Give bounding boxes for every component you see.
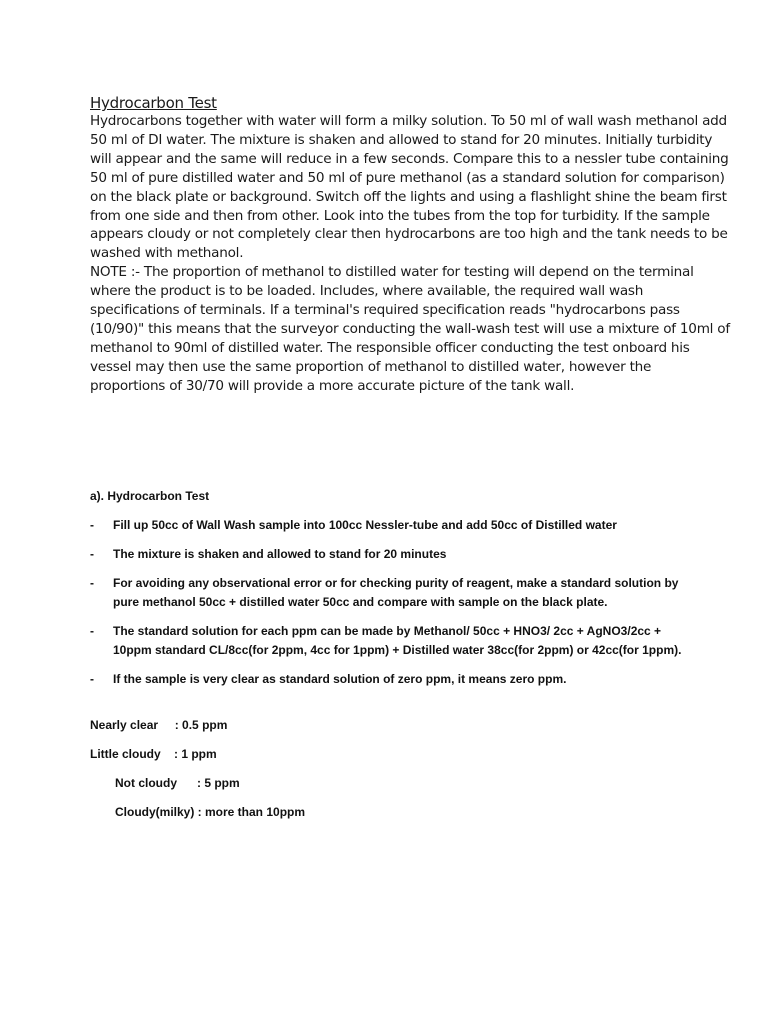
procedure-step (90, 670, 690, 689)
scale-item: Little cloudy : 1 ppm (90, 747, 217, 761)
procedure-step (90, 516, 690, 535)
procedure-step (90, 622, 690, 660)
procedure-step (90, 574, 690, 612)
dash-bullet: - (90, 518, 94, 532)
turbidity-scale (90, 716, 490, 836)
hydrocarbon-description (90, 94, 730, 396)
procedure-steps (90, 516, 690, 689)
dash-bullet: - (90, 672, 94, 686)
scale-item: Nearly clear : 0.5 ppm (90, 718, 228, 732)
dash-bullet: - (90, 576, 94, 590)
intro-paragraph: Hydrocarbons together with water will form a milky solution. To 50 ml of wall wash methanol add 50 ml of DI water. The mixture is shaken and allowed to stand for 20 minutes. Initially turbidity will appear and the same will reduce in a few seconds. Compare this to a nessler tube containing 50 ml of pure distilled water and 50 ml of pure methanol (as a standard solution for comparison) on the black plate or background. Switch off the lights and using a flashlight shine the beam first from one side and then from other. Look into the tubes from the top for turbidity. If the sample appears cloudy or not completely clear then hydrocarbons are too high and the tank needs to be washed with methanol. (90, 113, 729, 262)
step-text: The standard solution for each ppm can be made by Methanol/ 50cc + HNO3/ 2cc + AgNO3/2cc + 10ppm standard CL/8cc(for 2ppm, 4cc for 1ppm) + Distilled water 38cc(for 2ppm) or 42cc(for 1ppm). (113, 624, 682, 657)
dash-bullet: - (90, 624, 94, 638)
hydrocarbon-procedure (90, 487, 690, 689)
procedure-heading: a). Hydrocarbon Test (90, 489, 210, 503)
scale-item: Cloudy(milky) : more than 10ppm (115, 805, 306, 819)
document-title: Hydrocarbon Test (90, 94, 217, 112)
step-text: The mixture is shaken and allowed to stand for 20 minutes (113, 547, 447, 561)
step-text: For avoiding any observational error or for checking purity of reagent, make a standard solution by pure methanol 50cc + distilled water 50cc and compare with sample on the black plate. (113, 576, 679, 609)
step-text: Fill up 50cc of Wall Wash sample into 100cc Nessler-tube and add 50cc of Distilled water (113, 518, 617, 532)
dash-bullet: - (90, 547, 94, 561)
step-text: If the sample is very clear as standard solution of zero ppm, it means zero ppm. (113, 672, 567, 686)
note-paragraph: NOTE :- The proportion of methanol to distilled water for testing will depend on the terminal where the product is to be loaded. Includes, where available, the required wall wash specifications of terminals. If a terminal's required specification reads "hydrocarbons pass (10/90)" this means that the surveyor conducting the wall-wash test will use a mixture of 10ml of methanol to 90ml of distilled water. The responsible officer conducting the test onboard his vessel may then use the same proportion of methanol to distilled water, however the proportions of 30/70 will provide a more accurate picture of the tank wall. (90, 264, 730, 394)
procedure-step (90, 545, 690, 564)
scale-item: Not cloudy : 5 ppm (115, 776, 240, 790)
